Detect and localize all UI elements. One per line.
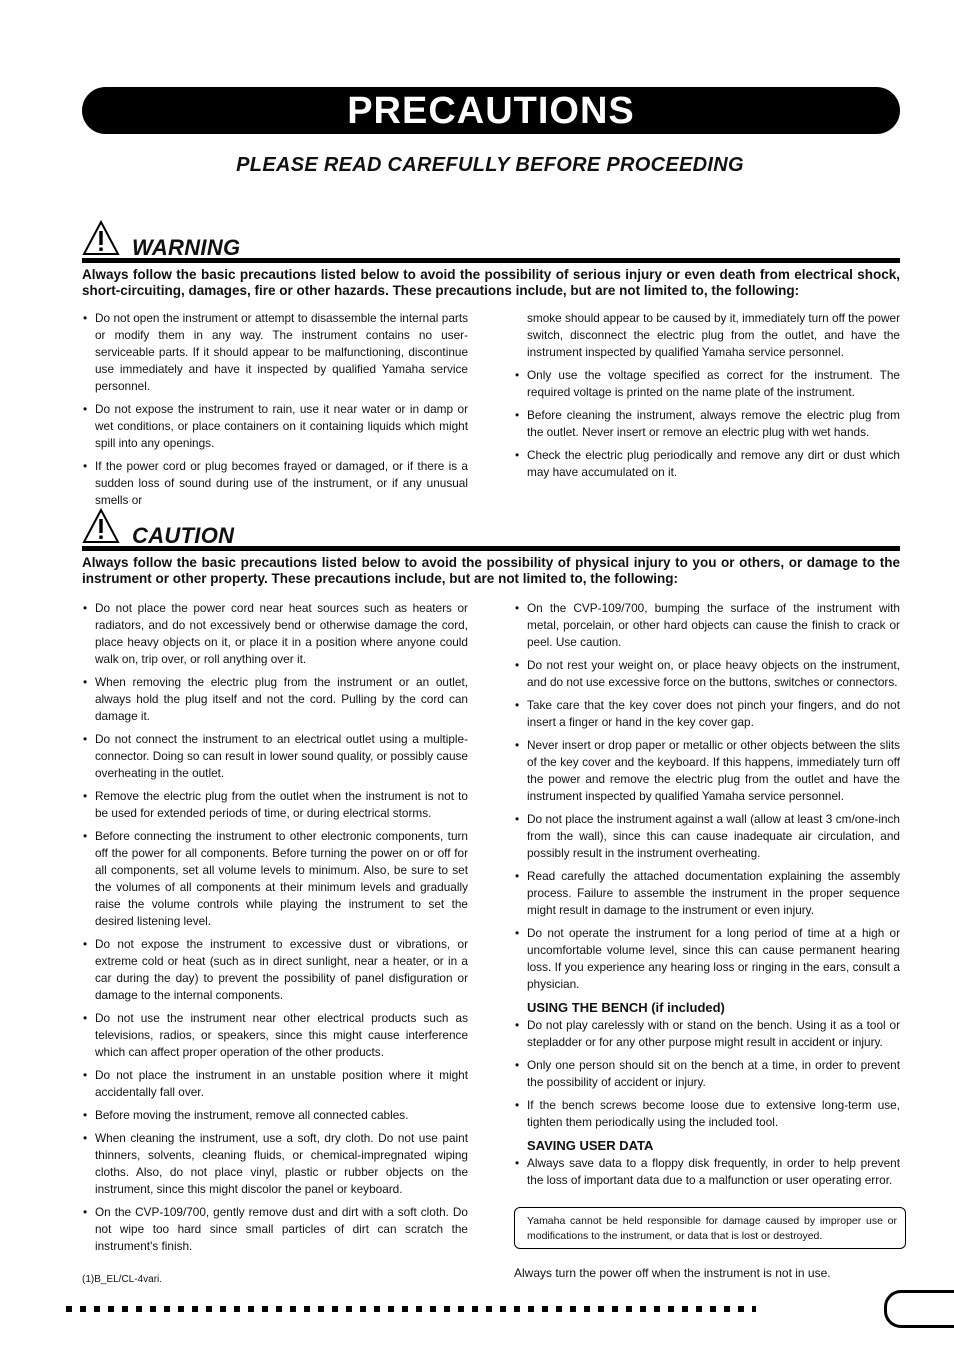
list-item: • Only use the voltage specified as correct for the instrument. The required voltage is printed on the name plate of the instrument. (514, 367, 900, 401)
page-title: PRECAUTIONS (347, 90, 635, 132)
caution-heading: CAUTION (132, 523, 235, 548)
list-item: • Do not expose the instrument to excessive dust or vibrations, or extreme cold or heat (such as in direct sunlight, near a heater, or in a car during the day) to prevent the possibility of panel disfiguration or damage to the internal components. (82, 936, 468, 1004)
warning-left-column (82, 310, 468, 515)
list-item: • Remove the electric plug from the outlet when the instrument is not to be used for extended periods of time, or during electrical storms. (82, 788, 468, 822)
caution-left-column (82, 600, 468, 1261)
list-item: • If the power cord or plug becomes frayed or damaged, or if there is a sudden loss of sound during use of the instrument, or if any unusual smells or (82, 458, 468, 509)
list-item: • On the CVP-109/700, gently remove dust and dirt with a soft cloth. Do not wipe too hard since small particles of dirt can scratch the instrument's finish. (82, 1204, 468, 1255)
power-note: Always turn the power off when the instrument is not in use. (514, 1266, 831, 1280)
warning-header (82, 216, 900, 263)
bench-subheading: USING THE BENCH (if included) (527, 1000, 725, 1015)
page-tab (884, 1290, 954, 1328)
caution-intro: Always follow the basic precautions listed below to avoid the possibility of physical injury to you or others, or damage to the instrument or other property. These precautions include, but are not limited to, the following: (82, 555, 900, 586)
list-item: • Only one person should sit on the bench at a time, in order to prevent the possibility of accident or injury. (514, 1057, 900, 1091)
list-item: • Always save data to a floppy disk frequently, in order to help prevent the loss of important data due to a malfunction or user operating error. (514, 1155, 900, 1189)
warning-right-column (514, 310, 900, 487)
warning-intro: Always follow the basic precautions listed below to avoid the possibility of serious injury or even death from electrical shock, short-circuiting, damages, fire or other hazards. These precautions include, but are not limited to, the following: (82, 267, 900, 298)
dotted-rule (66, 1306, 756, 1312)
title-banner (82, 87, 900, 134)
list-item: • Before connecting the instrument to other electronic components, turn off the power for all components. Before turning the power on or off for all components, set all volume levels to minimum. Also, be sure to set the volumes of all components at their minimum levels and gradually raise the volume controls while playing the instrument to set the desired listening level. (82, 828, 468, 930)
list-item: • Do not use the instrument near other electrical products such as televisions, radios, or speakers, since this might cause interference which can affect proper operation of the other products. (82, 1010, 468, 1061)
list-item: • Do not operate the instrument for a long period of time at a high or uncomfortable volume level, since this can cause permanent hearing loss. If you experience any hearing loss or ringing in the ears, consult a physician. (514, 925, 900, 993)
list-item: • On the CVP-109/700, bumping the surface of the instrument with metal, porcelain, or other hard objects can cause the finish to crack or peel. Use caution. (514, 600, 900, 651)
list-item: • Do not place the instrument against a wall (allow at least 3 cm/one-inch from the wall), since this can cause inadequate air circulation, and possibly result in the instrument overheating. (514, 811, 900, 862)
list-item: • When cleaning the instrument, use a soft, dry cloth. Do not use paint thinners, solvents, cleaning fluids, or chemical-impregnated wiping cloths. Also, do not place vinyl, plastic or rubber objects on the instrument, since this might discolor the panel or keyboard. (82, 1130, 468, 1198)
list-item: • Do not place the power cord near heat sources such as heaters or radiators, and do not excessively bend or otherwise damage the cord, place heavy objects on it, or place it in a position where anyone could walk on, trip over, or roll anything over it. (82, 600, 468, 668)
list-item: • Do not connect the instrument to an electrical outlet using a multiple-connector. Doing so can result in lower sound quality, or possibly cause overheating in the outlet. (82, 731, 468, 782)
document-code: (1)B_EL/CL-4vari. (82, 1274, 163, 1285)
list-item: • Do not play carelessly with or stand on the bench. Using it as a tool or stepladder or for any other purpose might result in accident or injury. (514, 1017, 900, 1051)
list-item: • Check the electric plug periodically and remove any dirt or dust which may have accumulated on it. (514, 447, 900, 481)
saving-subheading: SAVING USER DATA (527, 1138, 654, 1153)
list-item: • Take care that the key cover does not pinch your fingers, and do not insert a finger or hand in the key cover gap. (514, 697, 900, 731)
warning-heading: WARNING (132, 235, 241, 260)
warning-triangle-icon (82, 220, 120, 256)
list-item: • Never insert or drop paper or metallic or other objects between the slits of the key cover and the keyboard. If this happens, immediately turn off the power and remove the electric plug from the outlet and have the instrument inspected by qualified Yamaha service personnel. (514, 737, 900, 805)
list-item: • Do not rest your weight on, or place heavy objects on the instrument, and do not use excessive force on the buttons, switches or connectors. (514, 657, 900, 691)
list-item: • Before moving the instrument, remove all connected cables. (82, 1107, 468, 1124)
caution-right-column (514, 600, 900, 1195)
disclaimer-box: Yamaha cannot be held responsible for damage caused by improper use or modifications to the instrument, or data that is lost or destroyed. (514, 1207, 906, 1249)
list-item: • If the bench screws become loose due to extensive long-term use, tighten them periodically using the included tool. (514, 1097, 900, 1131)
list-item: • Read carefully the attached documentation explaining the assembly process. Failure to assemble the instrument in the proper sequence might result in damage to the instrument or even injury. (514, 868, 900, 919)
list-item: • Do not place the instrument in an unstable position where it might accidentally fall over. (82, 1067, 468, 1101)
list-item-continuation: smoke should appear to be caused by it, immediately turn off the power switch, disconnect the electric plug from the outlet, and have the instrument inspected by qualified Yamaha service personnel. (527, 311, 900, 359)
caution-triangle-icon (82, 508, 120, 544)
list-item: • When removing the electric plug from the instrument or an outlet, always hold the plug itself and not the cord. Pulling by the cord can damage it. (82, 674, 468, 725)
caution-header (82, 504, 900, 551)
list-item: • Do not expose the instrument to rain, use it near water or in damp or wet conditions, or place containers on it containing liquids which might spill into any openings. (82, 401, 468, 452)
page-subtitle: PLEASE READ CAREFULLY BEFORE PROCEEDING (236, 154, 744, 176)
list-item: • Do not open the instrument or attempt to disassemble the internal parts or modify them in any way. The instrument contains no user-serviceable parts. If it should appear to be malfunctioning, discontinue use immediately and have it inspected by qualified Yamaha service personnel. (82, 310, 468, 395)
list-item: • Before cleaning the instrument, always remove the electric plug from the outlet. Never insert or remove an electric plug with wet hands. (514, 407, 900, 441)
